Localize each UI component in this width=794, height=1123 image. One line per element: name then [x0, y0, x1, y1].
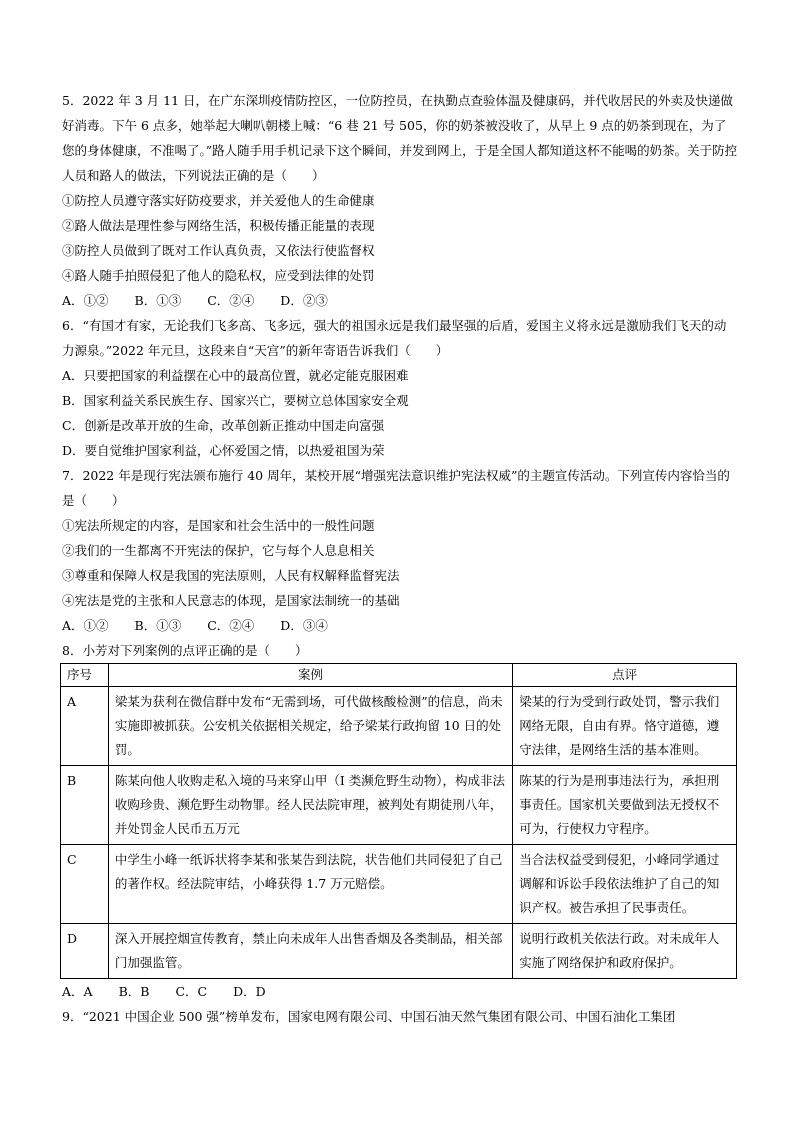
table-row	[61, 924, 737, 979]
q7-option-a: A．①②	[62, 618, 109, 633]
row-comment: 说明行政机关依法行政。对未成年人实施了网络保护和政府保护。	[513, 924, 737, 979]
row-case: 梁某为获利在微信群中发布“无需到场，可代做核酸检测”的信息，尚未实施即被抓获。公安机关依据相关规定，给予梁某行政拘留 10 日的处罚。	[108, 687, 512, 766]
row-comment: 当合法权益受到侵犯，小峰同学通过调解和诉讼手段依法维护了自己的知识产权。被告承担了民事责任。	[513, 845, 737, 924]
q8-option-d: D．D	[233, 984, 266, 999]
table-row	[61, 766, 737, 845]
q7-statement-4: ④宪法是党的主张和人民意志的体现，是国家法制统一的基础	[62, 593, 400, 608]
q8-option-b: B．B	[118, 984, 150, 999]
q5-statement-3: ③防控人员做到了既对工作认真负责，又依法行使监督权	[62, 243, 375, 258]
q7-option-c: C．②④	[207, 618, 255, 633]
q6-choice-a: A．只要把国家的利益摆在心中的最高位置，就必定能克服困难	[62, 368, 409, 383]
row-comment: 陈某的行为是刑事违法行为，承担刑事责任。国家机关要做到法无授权不可为，行使权力守程序。	[513, 766, 737, 845]
q8-option-a: A．A	[62, 984, 93, 999]
q6-choice-c: C．创新是改革开放的生命，改革创新正推动中国走向富强	[62, 418, 385, 433]
q5-statement-1: ①防控人员遵守落实好防疫要求，并关爱他人的生命健康	[62, 193, 375, 208]
row-case: 陈某向他人收购走私入境的马来穿山甲（I 类濒危野生动物），构成非法收购珍贵、濒危野生动物罪。经人民法院审理，被判处有期徒刑八年，并处罚金人民币五万元	[108, 766, 512, 845]
q8-option-c: C．C	[175, 984, 208, 999]
case-table	[60, 663, 737, 979]
q5-option-a: A．①②	[62, 293, 109, 308]
q7-statement-2: ②我们的一生都离不开宪法的保护，它与每个人息息相关	[62, 543, 375, 558]
header-comment: 点评	[513, 664, 737, 687]
q5-statement-2: ②路人做法是理性参与网络生活，积极传播正能量的表现	[62, 218, 375, 233]
q8-options	[62, 979, 738, 1004]
exam-page	[62, 88, 738, 1029]
q6-choice-d: D．要自觉维护国家利益，心怀爱国之情，以热爱祖国为荣	[62, 443, 385, 458]
q7-option-b: B．①③	[134, 618, 182, 633]
q7-statement-3: ③尊重和保障人权是我国的宪法原则，人民有权解释监督宪法	[62, 568, 400, 583]
table-row	[61, 845, 737, 924]
row-case: 中学生小峰一纸诉状将李某和张某告到法院，状告他们共同侵犯了自己的著作权。经法院审结，小峰获得 1.7 万元赔偿。	[108, 845, 512, 924]
q5-option-c: C．②④	[207, 293, 255, 308]
row-id: C	[61, 845, 109, 924]
q8-stem: 8．小芳对下列案例的点评正确的是（ ）	[62, 643, 308, 658]
q5-stem: 5．2022 年 3 月 11 日，在广东深圳疫情防控区，一位防控员，在执勤点查验体温及健康码，并代收居民的外卖及快递做好消毒。下午 6 点多，她举起大喇叭朝楼上喊：“6 巷 21 号 505，你的奶茶被没收了，从早上 9 点的奶茶到现在，为了您的身体健康，不准喝了。”路人随手用手机记录下这个瞬间，并发到网上，于是全国人都知道这杯不能喝的奶茶。关于防控人员和路人的做法，下列说法正确的是（ ）	[62, 93, 738, 183]
row-id: D	[61, 924, 109, 979]
q7-stem: 7．2022 年是现行宪法颁布施行 40 周年，某校开展“增强宪法意识维护宪法权威”的主题宣传活动。下列宣传内容恰当的是（ ）	[62, 468, 730, 508]
q7-option-d: D．③④	[280, 618, 328, 633]
q5-statement-4: ④路人随手拍照侵犯了他人的隐私权，应受到法律的处罚	[62, 268, 375, 283]
row-id: A	[61, 687, 109, 766]
q6-choice-b: B．国家利益关系民族生存、国家兴亡，要树立总体国家安全观	[62, 393, 409, 408]
q5-options	[62, 288, 738, 313]
q7-statement-1: ①宪法所规定的内容，是国家和社会生活中的一般性问题	[62, 518, 375, 533]
row-id: B	[61, 766, 109, 845]
q5-option-b: B．①③	[134, 293, 182, 308]
q7-options	[62, 613, 738, 638]
q5-option-d: D．②③	[280, 293, 328, 308]
table-header-row	[61, 664, 737, 687]
row-case: 深入开展控烟宣传教育，禁止向未成年人出售香烟及各类制品，相关部门加强监管。	[108, 924, 512, 979]
header-case: 案例	[108, 664, 512, 687]
q9-stem: 9．“2021 中国企业 500 强”榜单发布，国家电网有限公司、中国石油天然气集团有限公司、中国石油化工集团	[62, 1009, 676, 1024]
header-index: 序号	[61, 664, 109, 687]
row-comment: 梁某的行为受到行政处罚，警示我们网络无限，自由有界。恪守道德，遵守法律，是网络生活的基本准则。	[513, 687, 737, 766]
q6-stem: 6．“有国才有家，无论我们飞多高、飞多远，强大的祖国永远是我们最坚强的后盾，爱国主义将永远是激励我们飞天的动力源泉。”2022 年元旦，这段来自“天宫”的新年寄语告诉我们（ ）	[62, 318, 727, 358]
table-row	[61, 687, 737, 766]
